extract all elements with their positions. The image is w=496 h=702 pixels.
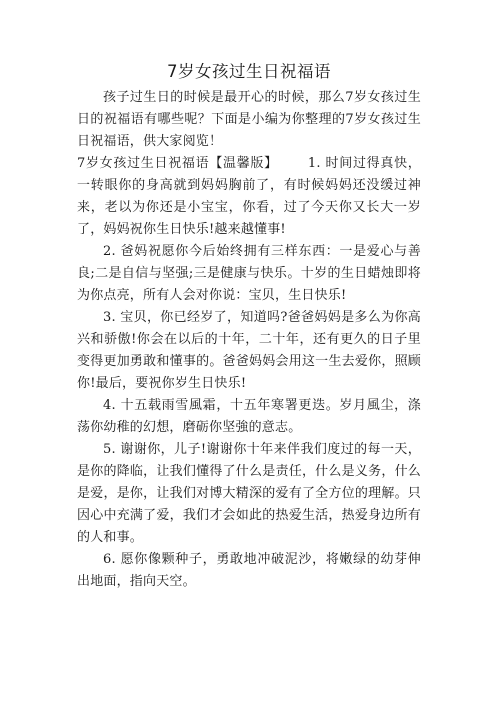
wish-item-2: 2. 爸妈祝愿你今后始终拥有三样东西：一是爱心与善良;二是自信与坚强;三是健康与快乐。十岁的生日蜡烛即将为你点亮，所有人会对你说：宝贝，生日快乐!	[77, 244, 421, 303]
document-title: 7岁女孩过生日祝福语	[167, 62, 331, 81]
section-heading: 7岁女孩过生日祝福语【温馨版】	[77, 156, 278, 171]
wish-item-4: 4. 十五载雨雪風霜，十五年寒署更迭。岁月風尘，涤荡你幼稚的幻想，磨砺你坚強的意志。	[77, 398, 421, 435]
intro-paragraph: 孩子过生日的时候是最开心的时候，那么7岁女孩过生日的祝福语有哪些呢？下面是小编为你整理的7岁女孩过生日祝福语，供大家阅览！	[77, 90, 421, 149]
wish-item-1: 1. 时间过得真快，一转眼你的身高就到妈妈胸前了，有时候妈妈还没缓过神来，老以为你还是小宝宝，你看，过了今天你又长大一岁了，妈妈祝你生日快乐!越来越懂事!	[77, 156, 421, 237]
wish-item-6: 6. 愿你像颗种子，勇敢地冲破泥沙，将嫩绿的幼芽伸出地面，指向天空。	[77, 552, 421, 589]
document-page	[77, 60, 421, 593]
wish-item-5: 5. 谢谢你，儿子!谢谢你十年来伴我们度过的每一天，是你的降临，让我们懂得了什么是责任，什么是义务，什么是爱，是你，让我们对博大精深的爱有了全方位的理解。只因心中充满了爱，我们才会如此的热爱生活，热爱身边所有的人和事。	[77, 442, 421, 545]
wish-item-3: 3. 宝贝，你已经岁了，知道吗?爸爸妈妈是多么为你高兴和骄傲!你会在以后的十年，二十年，还有更久的日子里变得更加勇敢和懂事的。爸爸妈妈会用这一生去爱你，照顾你!最后，要祝你岁生日快乐!	[77, 310, 421, 391]
section-paragraph	[77, 153, 421, 241]
